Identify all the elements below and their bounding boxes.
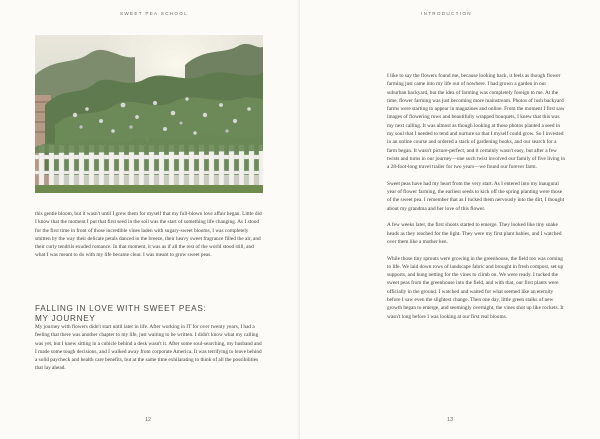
garden-photo [35,35,263,193]
body-text [387,72,565,321]
running-head: INTRODUCTION [421,11,472,16]
page-number: 12 [145,417,152,423]
journey-paragraph [35,323,263,373]
paragraph: Sweet peas have had my heart from the very start. As I entered into my inaugural year of flower farming, the earliest seeds to kick off the spring planting were those of the sweet pea. I remember that as I tucked them nervously into the dirt, I thought about my grandma and her love of this flower. [387,180,565,212]
running-head: SWEET PEA SCHOOL [120,11,188,16]
paragraph: A few weeks later, the first shoots started to emerge. They looked like tiny snake heads as they reached for the light. They were my first plant babies, and I watched over them like a mother hen. [387,222,562,245]
right-page [300,0,600,439]
intro-text: this gentle bloom, but it wasn't until I grew them for myself that my full-blown love affair began. Little did I know that the moment I put that first seed in the soil was the start of something life changing. As I stood for the first time in front of those incredible vines laden with sugary-sweet blooms, I was completely smitten by the way their delicate petals danced in the breeze, their heavy sweet fragrance filled the air, and their curly tendrils exuded romance. In that moment, it was as if all the rest of the world stood still, and what I was meant to do with my life became clear. I was meant to grow sweet peas. [35,211,262,259]
paragraph: While those tiny sprouts were growing in the greenhouse, the field too was coming to life. We laid down rows of landscape fabric and brought in fresh compost, set up supports, and hung netting for the vines to climb on. We were ready. I tucked the sweet peas from the greenhouse into the field, and with that, our first plants were officially in the ground. I watched and waited for what seemed like an eternity before I saw even the slightest change. Then one day, little green stalks of new growth began to emerge, and seemingly overnight, the vines shot up like rockets. It wasn't long before I was looking at our first real blooms. [387,255,564,320]
section-heading-line-2: MY JOURNEY [35,313,96,323]
section-heading-line-1: FALLING IN LOVE WITH SWEET PEAS: [35,304,207,313]
journey-text: My journey with flowers didn't start until later in life. After working in IT for over twenty years, I had a feeling that there was another chapter to my life, just waiting to be written. I didn't know what my calling was yet, but I knew sitting in a cubicle behind a desk wasn't it. After some soul-searching, my husband and I made some tough decisions, and I walked away from corporate America. It was terrifying to leave behind a solid paycheck and health care benefits, but at the same time exhilarating to think of all the possibilities that lay ahead. [35,324,262,372]
section-heading [35,304,263,323]
garden-photo-icon [35,35,263,193]
paragraph: I like to say the flowers found me, because looking back, it feels as though flower farming just came into my life out of nowhere. I had grown a garden in our suburban backyard, but the idea of farming was completely foreign to me. At the time, flower farming was just becoming more mainstream. Photos of lush backyard farms were starting to appear in magazines and online. From the moment I first saw images of flowering rows and beautifully wrapped bouquets, I knew that this was my next calling. It was almost as though looking at those photos planted a seed in my soul that I needed to tend and nurture so that I myself could grow. So I invested in an online course and ordered a stack of gardening books, and our search for a farm began. It wasn't picture-perfect, and it certainly wasn't easy, but after a few twists and turns in our journey—one such twist involved our family of five living in a 28-foot-long travel trailer for two years—we found our forever farm. [387,73,566,171]
intro-paragraph [35,210,263,260]
page-number: 13 [447,417,454,423]
